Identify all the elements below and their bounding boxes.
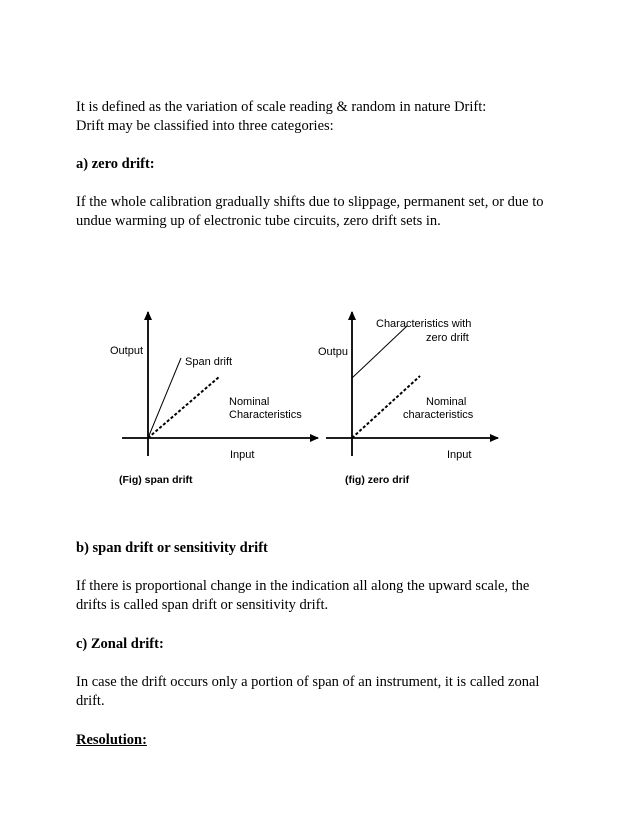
right-nominal-line xyxy=(352,376,420,438)
zero-drift-line xyxy=(352,326,407,378)
zero-drift-char-label-2: zero drift xyxy=(426,332,469,344)
left-caption: (Fig) span drift xyxy=(119,474,193,486)
zero-drift-char-label-1: Characteristics with xyxy=(376,318,472,330)
resolution-heading: Resolution: xyxy=(76,732,147,748)
right-nominal-label-1: Nominal xyxy=(426,396,467,408)
span-drift-line xyxy=(148,358,181,438)
span-drift-graph xyxy=(110,312,318,486)
zero-drift-line-1: If the whole calibration gradually shifts due to slippage, permanent set, or due to xyxy=(76,194,544,210)
zonal-drift-line-2: drift. xyxy=(76,693,105,709)
intro-line-1: It is defined as the variation of scale reading & random in nature Drift: xyxy=(76,99,487,115)
left-nominal-line xyxy=(148,377,219,438)
zonal-drift-line-1: In case the drift occurs only a portion of span of an instrument, it is called zonal xyxy=(76,674,540,690)
right-caption: (fig) zero drif xyxy=(345,474,410,486)
right-x-label: Input xyxy=(447,449,472,461)
span-drift-line-2: drifts is called span drift or sensitivity drift. xyxy=(76,597,329,613)
zonal-drift-heading: c) Zonal drift: xyxy=(76,636,164,652)
zero-drift-heading: a) zero drift: xyxy=(76,156,155,172)
zero-drift-line-2: undue warming up of electronic tube circuits, zero drift sets in. xyxy=(76,213,441,229)
left-x-label: Input xyxy=(230,449,255,461)
left-nominal-label-2: Characteristics xyxy=(229,409,302,421)
right-nominal-label-2: characteristics xyxy=(403,409,474,421)
intro-line-2: Drift may be classified into three categories: xyxy=(76,118,334,134)
left-nominal-label-1: Nominal xyxy=(229,396,270,408)
zero-drift-graph xyxy=(318,312,498,486)
span-drift-label: Span drift xyxy=(185,356,233,368)
span-drift-line-1: If there is proportional change in the indication all along the upward scale, the xyxy=(76,578,530,594)
right-y-label: Outpu xyxy=(318,346,348,358)
left-y-label: Output xyxy=(110,345,144,357)
span-drift-heading: b) span drift or sensitivity drift xyxy=(76,540,268,556)
